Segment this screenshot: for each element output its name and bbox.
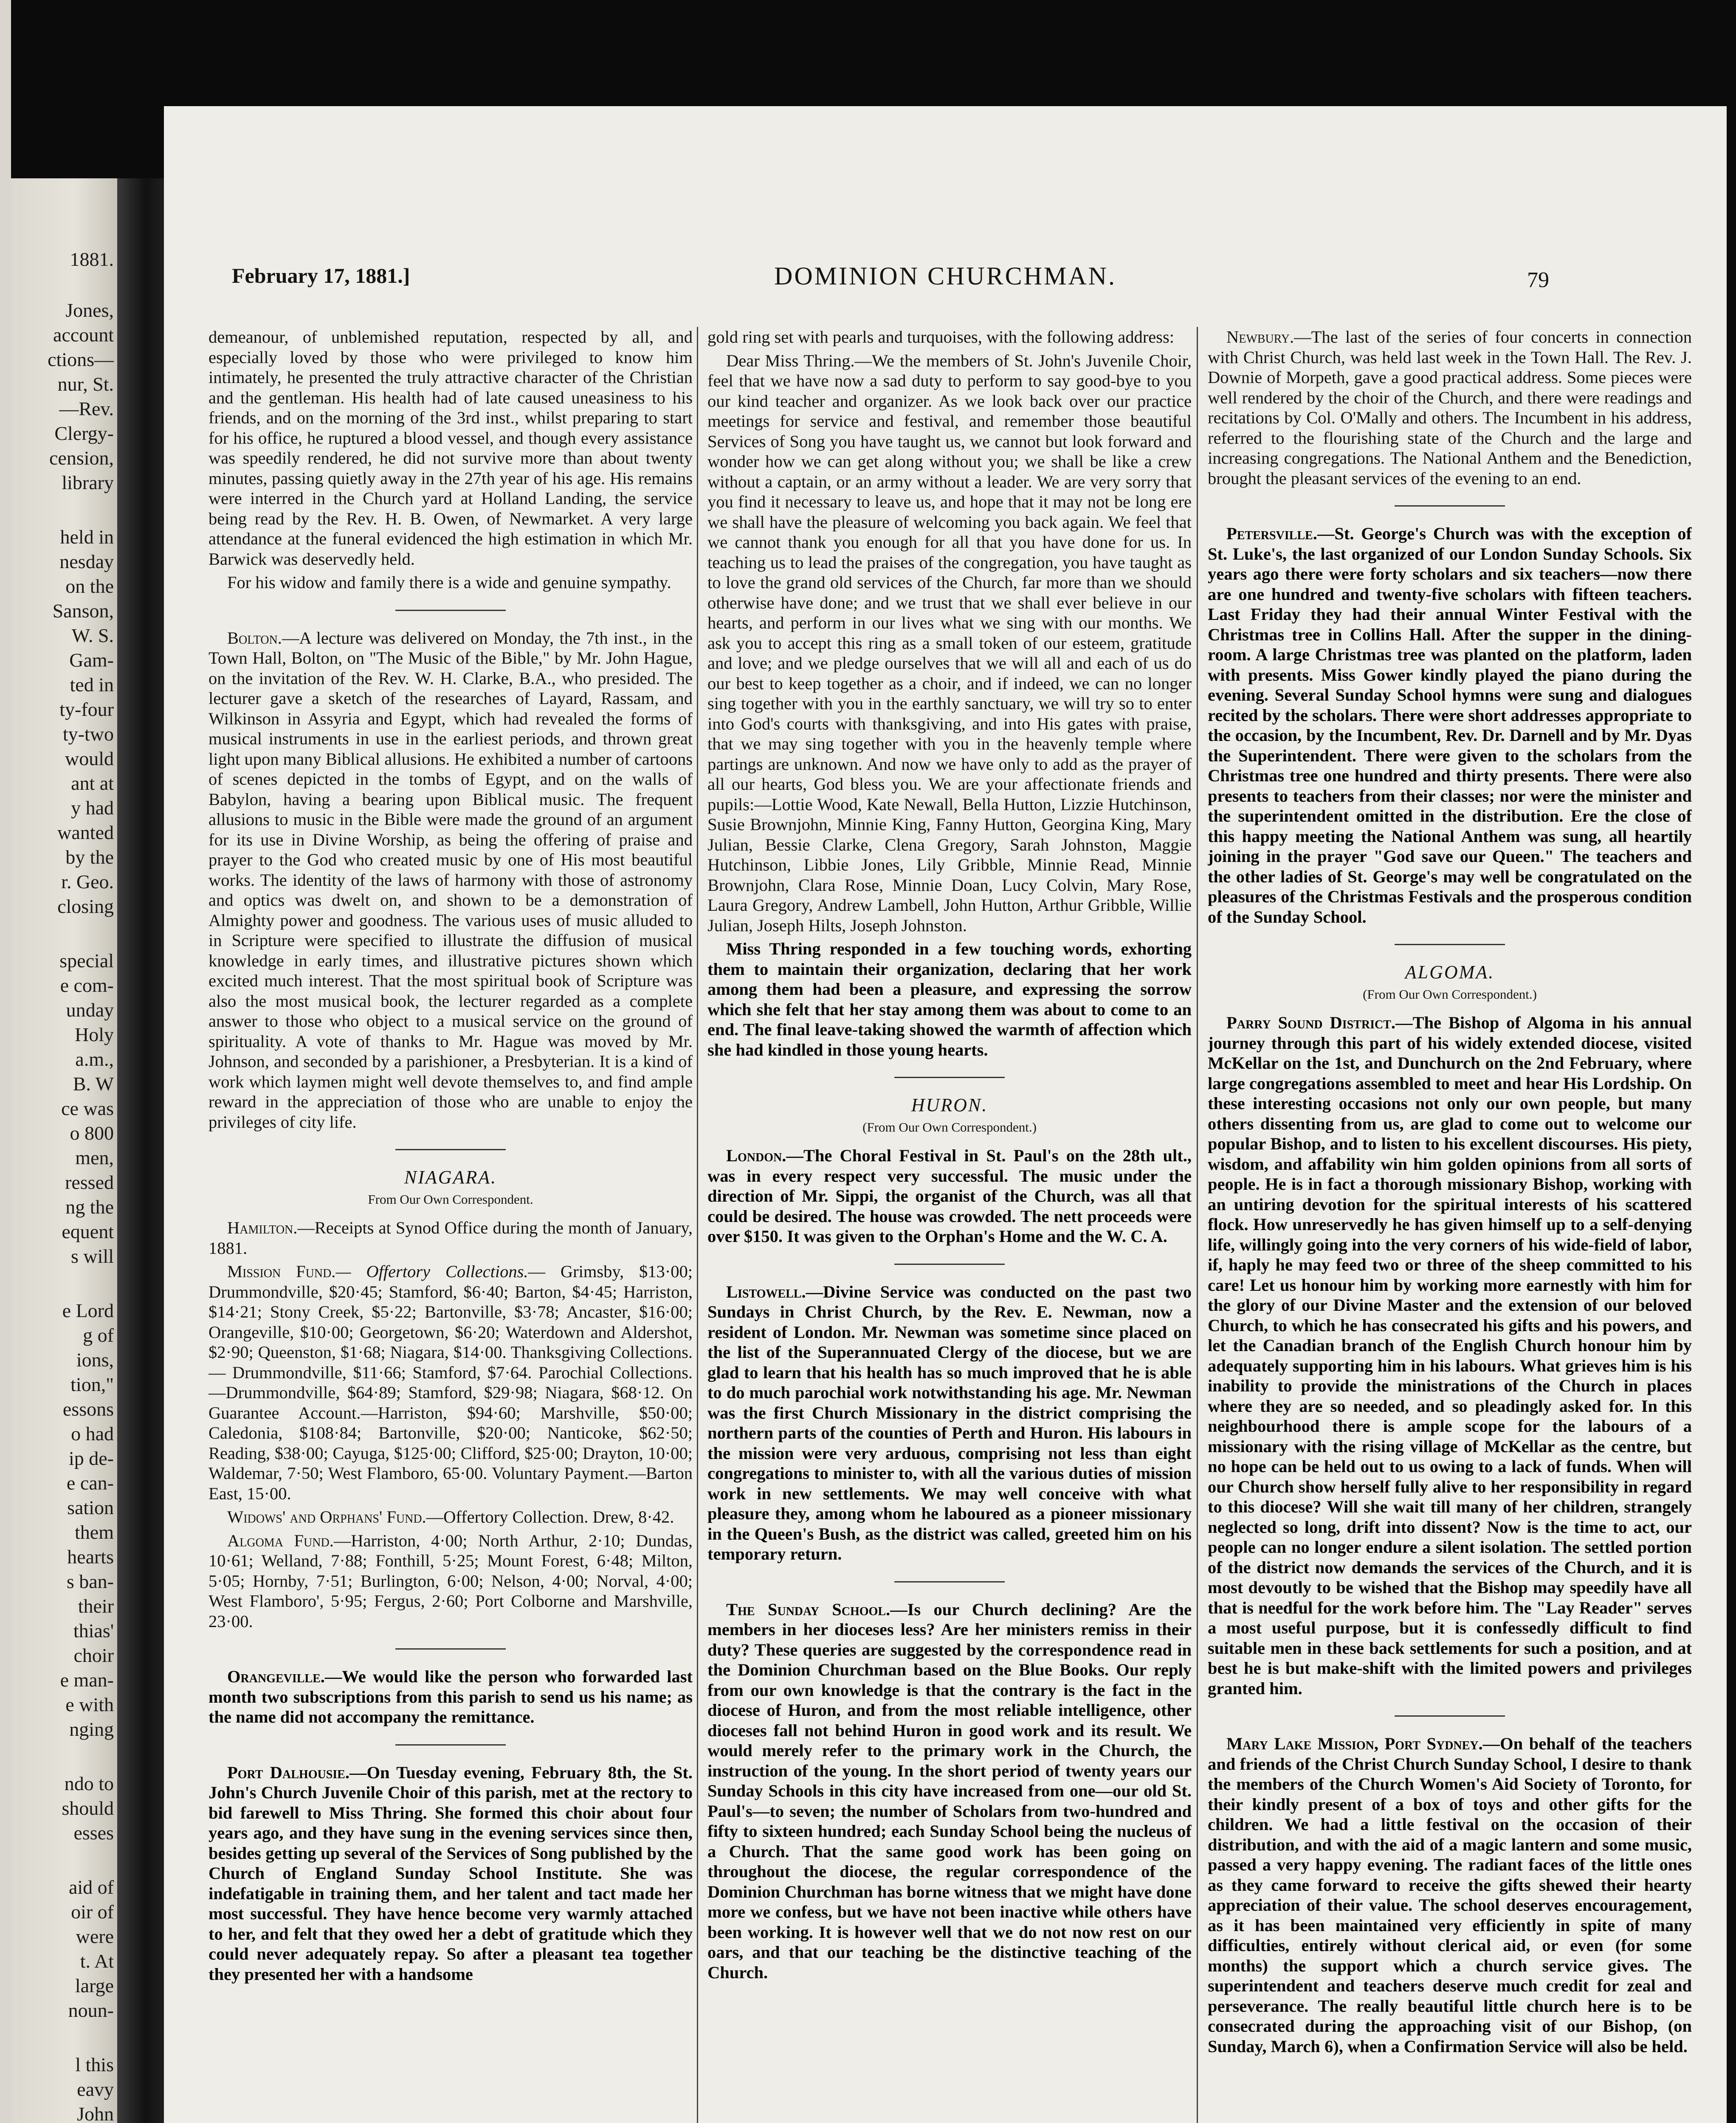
article-lead: Petersville. [1226, 524, 1317, 543]
article-lead: London. [726, 1146, 786, 1165]
fragment-text: Clergy- [54, 422, 114, 444]
article-lead: Hamilton. [227, 1218, 298, 1237]
fragment-text: wanted [57, 822, 114, 843]
fragment-text: choir [73, 1644, 114, 1666]
section-divider [1395, 1715, 1505, 1717]
column-1 [209, 327, 693, 2123]
fragment-text: esses [73, 1822, 114, 1844]
section-divider [894, 1077, 1005, 1078]
article-text: —Offertory Collection. Drew, 8·42. [426, 1507, 674, 1526]
fragment-text: ng the [65, 1196, 114, 1218]
fragment-text: Holy [75, 1024, 114, 1045]
article-lead: Listowell. [726, 1282, 806, 1301]
article-lead: Bolton. [227, 628, 282, 648]
fragment-text: on the [65, 575, 114, 597]
fragment-text: ressed [65, 1171, 114, 1193]
fragment-text: them [75, 1521, 114, 1543]
fragment-text: —Rev. [59, 398, 114, 420]
fragment-text: ty-two [62, 723, 114, 745]
article-paragraph: Dear Miss Thring.—We the members of St. John's Juvenile Choir, feel that we have now a sad duty to perform to say good-bye to you our kind teacher and organizer. As we look back over our practice meetings for service and festival, and remember those beautiful Services of Song you have taught us, we cannot but look forward and wonder how we can get along without you; we shall be like a crew without a captain, or an army without a leader. We are very sorry that you find it necessary to leave us, and hope that it may not be long ere we shall have the pleasure of welcoming you back again. We feel that we cannot thank you enough for all that you have done for us. In teaching us to lead the praises of the congregation, you have taught as to love the grand old services of the Church, far more than we should otherwise have done; and we trust that we shall ever believe in our hearts, and perform in our lives what we sing with our months. We ask you to accept this ring as a small token of our esteem, gratitude and love; and we pledge ourselves that we will all and each of us do our best to keep together as a choir, and if indeed, we can no longer sing together with you in the earthly sanctuary, we will try so to enter into God's courts with thanksgiving, and into His gates with praise, that we may sing together with you in the heavenly temple where partings are unknown. And now we have only to add as the prayer of all our hearts, God bless you. We are your affectionate friends and pupils:—Lottie Wood, Kate Newall, Bella Hutton, Lizzie Hutchinson, Susie Brownjohn, Minnie King, Fanny Hutton, Georgina King, Mary Julian, Bessie Clarke, Clena Gregory, Sarah Johnston, Maggie Hutchinson, Libbie Jones, Lily Gribble, Minnie Read, Minnie Brownjohn, Clara Rose, Minnie Doan, Lucy Colvin, Mary Rose, Laura Gregory, Andrew Lambell, John Hutton, Arthur Gribble, Willie Julian, Joseph Hilts, Joseph Johnston. [707, 351, 1192, 935]
fragment-text: men, [75, 1147, 114, 1168]
article-text: —St. George's Church was with the exception of St. Luke's, the last organized of our London Sunday Schools. Six years ago there were forty scholars and six teachers—now there are one hundred and twenty-five scholars with fifteen teachers. Last Friday they had their annual Winter Festival with the Christmas tree in Collins Hall. After the supper in the dining-room. A large Christmas tree was planted on the platform, laden with presents. Miss Gower kindly played the piano during the evening. Several Sunday School hymns were sung and dialogues recited by the scholars. There were short addresses appropriate to the occasion, by the Incumbent, Rev. Dr. Darnell and by Mr. Dyas the Superintendent. There were given to the scholars from the Christmas tree one hundred and thirty presents. There were also presents to teachers from their classes; nor were the minister and the superintendent omitted in the distribution. Ere the close of this happy meeting the National Anthem was sung, all heartily joining in the prayer "God save our Queen." The teachers and the other ladies of St. George's may well be congratulated on the pleasures of the Christmas Festivals and the prosperous condition of the Sunday School. [1208, 524, 1692, 926]
article-paragraph [209, 1218, 693, 1258]
article-paragraph [209, 1667, 693, 1727]
article-paragraph [209, 1531, 693, 1632]
article-lead: The Sunday School. [726, 1599, 891, 1619]
fragment-text: Sanson, [52, 600, 114, 622]
article-lead: Widows' and Orphans' Fund. [227, 1507, 426, 1526]
article-paragraph [209, 1763, 693, 1985]
fragment-text: library [62, 472, 114, 493]
article-text: —The Bishop of Algoma in his annual journey through this part of his widely extended diocese, visited McKellar on the 1st, and Dunchurch on the 2nd February, where large congregations assembled to meet and hear His Lordship. On these interesting occasions not only our own people, but many others dissenting from us, are glad to come out to welcome our popular Bishop, and to listen to his excellent discourses. His piety, wisdom, and affability win him golden opinions from all sorts of people. He is in fact a thorough missionary Bishop, working with an untiring devotion for the spiritual interests of his scattered flock. How unreservedly he has given himself up to a self-denying life, willingly going into the very corners of his wide-field of labor, if, haply he may feed two or three of the sheep committed to his care! Let us honour him by working more earnestly with him for the glory of our Divine Master and the extension of our beloved Church, to which he has consecrated his gifts and his powers, and let the Canadian branch of the English Church honour him by adequately supporting him in his labours. What grieves him is his inability to provide the ministrations of the Church in places where they are so needed, and so pleadingly asked for. In this neighbourhood there is ample scope for the labours of a missionary with the rising village of McKellar as the centre, but no hope can be held out to us owing to a lack of funds. When will our Church show herself fully alive to her responsibility in regard to this diocese? Will she wait till many of her children, strangely neglected so long, drift into dissent? Now is the time to act, our people can no longer endure a silent isolation. The settled portion of the district now demands the services of the Church, and it is most devoutly to be wished that the Bishop may speedily have all that is needful for the work before him. The "Lay Reader" serves a most useful purpose, but it is confessedly difficult to find suitable men in these back settlements for such a position, and at best he is but make-shift with the limited powers and privileges granted him. [1208, 1013, 1692, 1698]
section-subtitle: (From Our Own Correspondent.) [862, 1119, 1037, 1135]
article-paragraph [1208, 1013, 1692, 1698]
fragment-text: y had [71, 797, 114, 819]
article-paragraph: For his widow and family there is a wide and genuine sympathy. [227, 573, 671, 592]
fragment-text: ions, [76, 1349, 114, 1371]
article-lead: Port Dalhousie. [227, 1763, 349, 1782]
fragment-text: were [76, 1926, 114, 1947]
fragment-text: ip de- [68, 1447, 114, 1469]
fragment-text: eavy [77, 2078, 114, 2100]
article-text: —Harriston, 4·00; North Arthur, 2·10; Dundas, 10·61; Welland, 7·88; Fonthill, 5·25; Mount Forest, 6·48; Milton, 5·05; Hornby, 7·51; Burlington, 6·00; Nelson, 4·00; Norval, 4·00; West Flamboro', 5·95; Fergus, 2·60; Port Colborne and Marshville, 23·00. [209, 1531, 693, 1631]
article-paragraph: demeanour, of unblemished reputation, respected by all, and especially loved by those who were privileged to know him intimately, he presented the truly attractive character of the Christian and the gentleman. His health had of late caused uneasiness to his friends, and on the morning of the 3rd inst., whilst preparing to start for his office, he ruptured a blood vessel, and though every assistance was speedily rendered, he did not survive more than about twenty minutes, passing quietly away in the 27th year of his age. His remains were interred in the Church yard at Holland Landing, the service being read by the Rev. H. B. Owen, of Newmarket. A very large attendance at the funeral evidenced the high estimation in which Mr. Barwick was deservedly held. [209, 327, 693, 569]
fragment-text: o had [71, 1423, 114, 1444]
header-date: February 17, 1881.] [232, 264, 410, 287]
column-3 [1208, 327, 1692, 2123]
adjacent-page-fragment [11, 178, 117, 2123]
article-lead: Newbury. [1226, 327, 1294, 346]
fragment-text: large [75, 1975, 114, 1996]
fragment-text: e Lord [62, 1300, 114, 1321]
section-divider [395, 1744, 506, 1746]
fragment-text: closing [57, 895, 114, 917]
fragment-text: s ban- [66, 1571, 114, 1592]
header-title: DOMINION CHURCHMAN. [774, 262, 1117, 290]
fragment-text: Gam- [69, 649, 114, 671]
article-paragraph [209, 1507, 693, 1527]
section-divider [894, 1581, 1005, 1582]
section-subtitle: (From Our Own Correspondent.) [1363, 986, 1537, 1002]
fragment-text: Jones, [65, 299, 114, 321]
article-lead: Orangeville. [227, 1667, 325, 1686]
fragment-text: l this [75, 2054, 114, 2075]
article-paragraph: gold ring set with pearls and turquoises, with the following address: [707, 327, 1174, 346]
fragment-text: s will [71, 1245, 114, 1267]
column-rule [1197, 327, 1198, 2123]
section-subtitle: From Our Own Correspondent. [368, 1191, 533, 1207]
article-paragraph [209, 628, 693, 1132]
fragment-text: B. W [73, 1073, 114, 1095]
fragment-text: hearts [67, 1546, 114, 1568]
fragment-text: noun- [68, 1999, 114, 2021]
fragment-text: John [77, 2103, 114, 2123]
fragment-text: tion," [70, 1374, 114, 1395]
fragment-text: by the [65, 846, 114, 868]
fragment-text: oir of [71, 1901, 114, 1923]
fragment-text: g of [83, 1324, 114, 1346]
column-rule [697, 327, 698, 2123]
section-divider [395, 1149, 506, 1150]
fragment-text: nging [69, 1718, 114, 1740]
fragment-text: nesday [59, 551, 114, 572]
article-lead: Mission Fund. [227, 1262, 336, 1281]
section-divider [395, 1648, 506, 1650]
article-lead: Algoma Fund. [227, 1531, 334, 1550]
fragment-text: their [78, 1595, 114, 1617]
article-text: —The last of the series of four concerts in connection with Christ Church, was held last week in the Town Hall. The Rev. J. Downie of Morpeth, gave a good practical address. Some pieces were well rendered by the choir of the Church, and there were readings and recitations by Col. O'Mally and others. The Incumbent in his address, referred to the flourishing state of the Church and the large and increasing congregations. The National Anthem and the Benediction, brought the pleasant services of the evening to an end. [1208, 327, 1692, 488]
fragment-text: ce was [61, 1098, 114, 1119]
article-paragraph [1208, 524, 1692, 927]
article-paragraph [707, 1146, 1192, 1247]
fragment-text: cension, [49, 447, 114, 469]
fragment-text: thias' [73, 1620, 114, 1642]
column-2 [707, 327, 1192, 2123]
fragment-text: ndo to [64, 1773, 114, 1794]
fragment-text: ctions— [48, 349, 114, 370]
fragment-text: special [59, 950, 114, 971]
article-text: —We would like the person who forwarded last month two subscriptions from this parish to send us his name; as the name did not accompany the remittance. [209, 1667, 693, 1726]
article-paragraph [1208, 327, 1692, 488]
fragment-text: e with [65, 1694, 114, 1715]
fragment-text: t. At [80, 1950, 114, 1972]
section-title: ALGOMA. [1405, 962, 1495, 983]
fragment-text: a.m., [75, 1048, 114, 1070]
article-text: —A lecture was delivered on Monday, the 7th inst., in the Town Hall, Bolton, on "The Music of the Bible," by Mr. John Hague, on the invitation of the Rev. W. H. Clarke, B.A., who presided. The lecturer gave a sketch of the researches of Layard, Rassam, and Wilkinson in Assyria and Egypt, which had revealed the forms of musical instruments in use in the earliest periods, and thrown great light upon many Biblical allusions. He exhibited a number of cartoons of scenes depicted in the tombs of Egypt, and on the walls of Babylon, having a bearing upon Biblical music. The frequent allusions to music in the Bible were made the ground of an argument for its use in Divine Worship, as being the offering of praise and prayer to the God who created music by one of His most beautiful works. The identity of the laws of harmony with those of astronomy and optics was dwelt on, and shown to be a demonstration of Almighty power and goodness. The various uses of music alluded to in Scripture were specified to illustrate the diffusion of musical knowledge in early times, and illustrative pictures shown which excited much interest. That the most spiritual book of Scripture was also the most musical book, the lecturer regarded as a complete answer to those who object to a musical service on the ground of spirituality. A vote of thanks to Mr. Hague was moved by Mr. Johnson, and seconded by a parishioner, a Presbyterian. It is a kind of work which laymen might well devote themselves to, and find ample reward in the appreciation of those who are unable to enjoy the privileges of city life. [209, 628, 693, 1132]
fragment-text: W. S. [71, 625, 114, 646]
fragment-text: o 800 [70, 1122, 114, 1144]
article-paragraph [707, 1282, 1192, 1564]
fragment-text: e can- [66, 1472, 114, 1494]
section-title: NIAGARA. [404, 1167, 497, 1188]
fragment-text: essons [62, 1398, 114, 1420]
fragment-text: ant at [71, 772, 114, 794]
fragment-text: 1881. [70, 248, 114, 270]
article-text: —On behalf of the teachers and friends of the Christ Church Sunday School, I desire to thank the members of the Church Women's Aid Society of Toronto, for their kindly present of a box of toys and other gifts for the children. We had a little festival on the occasion of their distribution, and with the aid of a magic lantern and some music, passed a very happy evening. The radiant faces of the little ones as they came forward to receive the gifts shewed their hearty appreciation of their value. The school deserves encouragement, as it has been maintained very efficiently in spite of many difficulties, entirely without clerical aid, or even (for some months) the support which a church service gives. The superintendent and teachers deserve much credit for zeal and perseverance. The really beautiful little church here is to be consecrated during the approaching visit of our Bishop, (on Sunday, March 6), when a Confirmation Service will also be held. [1208, 1734, 1692, 2056]
article-text: —Is our Church declining? Are the members in her dioceses less? Are her ministers remiss in their duty? These queries are suggested by the correspondence read in the Dominion Churchman based on the Blue Books. Our reply from our own knowledge is that the contrary is the fact in the diocese of Huron, and from the most reliable intelligence, other dioceses fall not behind Huron in good work and its result. We would merely refer to the primary work in the Church, the instruction of the young. In the short period of twenty years our Sunday Schools in this city have increased from one—our old St. Paul's—to seven; the number of Scholars from two-hundred and fifty to sixteen hundred; each Sunday School being the nucleus of a Church. That the same good work has been going on throughout the diocese, the regular correspondence of the Dominion Churchman has borne witness that we might have done more we confess, but we have not been inactive while others have been working. It is however well that we do not now rest on our oars, and that our teaching be the distinctive teaching of the Church. [707, 1599, 1192, 1982]
fragment-text: unday [66, 999, 114, 1021]
fragment-text: ty-four [59, 698, 114, 720]
fragment-text: equent [62, 1221, 114, 1242]
page-number: 79 [1527, 268, 1549, 292]
article-text: —Divine Service was conducted on the past two Sundays in Christ Church, by the Rev. E. Newman, now a resident of London. Mr. Newman was sometime since placed on the list of the Superannuated Clergy of the diocese, but we are glad to learn that his health has so much improved that he is able to do much parochial work notwithstanding his age. Mr. Newman was the first Church Missionary in the district comprising the northern parts of the counties of Perth and Huron. His labours in the mission were very arduous, comprising not less than eight congregations to minister to, with all the various duties of mission work in new settlements. We may well conceive with what pleasure they, among whom he laboured as a pioneer missionary in the Queen's Bush, as the district was called, greeted him on his temporary return. [707, 1282, 1192, 1563]
newspaper-page [164, 106, 1727, 2123]
article-paragraph [1208, 1734, 1692, 2056]
section-divider [1395, 944, 1505, 945]
fragment-text: would [65, 748, 114, 769]
fragment-text: nur, St. [57, 373, 114, 395]
fragment-text: sation [67, 1497, 114, 1518]
fragment-text: account [53, 324, 114, 346]
article-text: —Receipts at Synod Office during the month of January, 1881. [209, 1218, 693, 1258]
film-edge [0, 0, 11, 2123]
article-lead: Mary Lake Mission, Port Sydney. [1226, 1734, 1483, 1753]
article-text: —The Choral Festival in St. Paul's on the 28th ult., was in every respect very successful. The music under the direction of Mr. Sippi, the organist of the Church, was all that could be desired. The house was crowded. The nett proceeds were over $150. It was given to the Orphan's Home and the W. C. A. [707, 1146, 1192, 1246]
fragment-text: aid of [68, 1876, 114, 1898]
article-text: —On Tuesday evening, February 8th, the St. John's Church Juvenile Choir of this parish, met at the rectory to bid farewell to Miss Thring. She formed this choir about four years ago, and they have sung in the evening services since then, besides getting up several of the Services of Song published by the Church of England Sunday School Institute. She was indefatigable in training them, and her talent and tact made her most successful. They have hence become very warmly attached to her, and felt that they owed her a debt of gratitude which they could never adequately repay. So after a pleasant tea together they presented her with a handsome [209, 1763, 693, 1984]
article-paragraph [209, 1261, 693, 1504]
page-gutter [117, 178, 164, 2123]
article-text: — Grimsby, $13·00; Drummondville, $20·45; Stamford, $6·40; Barton, $4·45; Harriston, $14·21; Stony Creek, $5·22; Bartonville, $3·78; Ancaster, $16·00; Orangeville, $10·00; Georgetown, $6·20; Waterdown and Aldershot, $2·90; Queenston, $1·68; Niagara, $14·00. Thanksgiving Collections. — Drummondville, $11·66; Stamford, $7·64. Parochial Collections.—Drummondville, $64·89; Stamford, $29·98; Niagara, $68·12. On Guarantee Account.—Harriston, $94·60; Marshville, $50·00; Caledonia, $108·84; Bartonville, $20·00; Nanticoke, $62·50; Reading, $38·00; Cayuga, $125·00; Clifford, $25·00; Drayton, 10·00; Waldemar, 7·50; West Flamboro, 65·00. Voluntary Payment.—Barton East, 15·00. [209, 1262, 693, 1503]
article-paragraph: Miss Thring responded in a few touching words, exhorting them to maintain their organization, declaring that her work among them had been a pleasure, and expressing the sorrow which she felt that her stay among them was about to come to an end. The final leave-taking showed the warmth of affection which she had kindled in those young hearts. [707, 939, 1192, 1059]
fragment-text: e com- [60, 974, 114, 996]
article-paragraph [707, 1599, 1192, 1983]
section-divider [1395, 505, 1505, 507]
fragment-text: held in [60, 526, 114, 548]
fragment-text: r. Geo. [61, 871, 114, 893]
article-italic: — Offertory Collections. [335, 1262, 528, 1281]
fragment-text: should [62, 1797, 114, 1819]
article-lead: Parry Sound District. [1226, 1013, 1395, 1032]
fragment-text: ted in [70, 674, 114, 695]
section-divider [894, 1264, 1005, 1265]
fragment-text: e man- [60, 1669, 114, 1691]
section-divider [395, 610, 506, 611]
section-title: HURON. [911, 1095, 988, 1115]
